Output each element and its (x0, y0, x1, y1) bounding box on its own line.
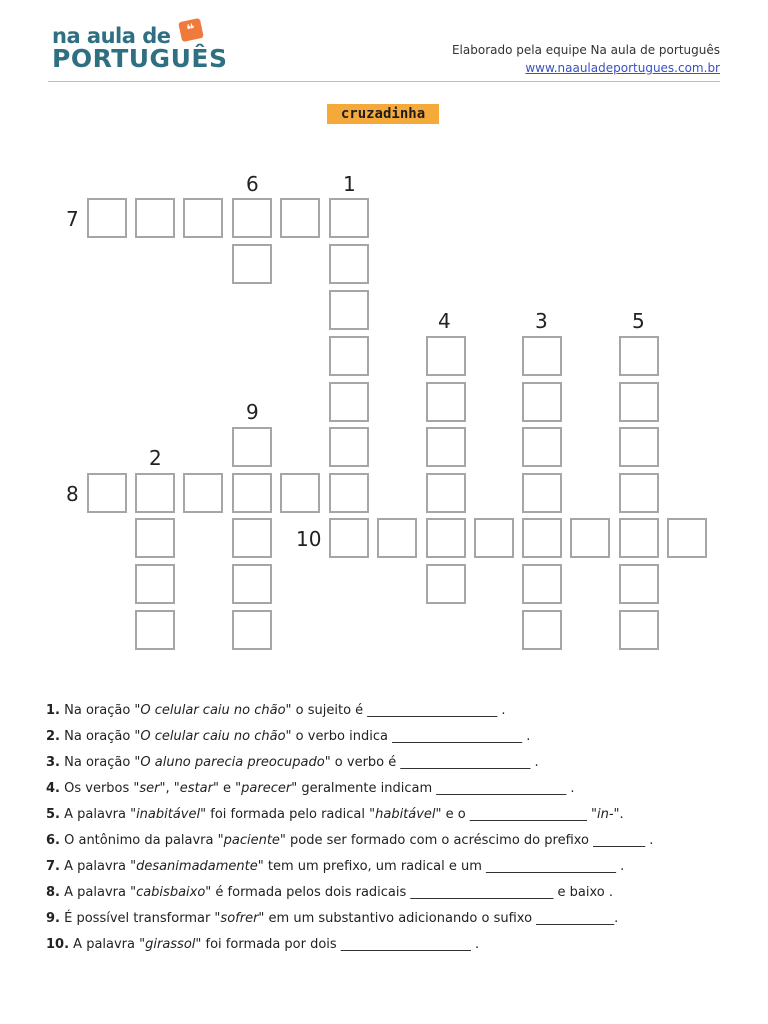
crossword-cell[interactable] (522, 610, 562, 650)
clue-number: 8. (46, 885, 60, 900)
site-link[interactable]: www.naauladeportugues.com.br (525, 61, 720, 75)
grid-number-3: 3 (535, 309, 548, 333)
clue-number: 1. (46, 703, 60, 718)
crossword-cell[interactable] (232, 244, 272, 284)
clue-text: Na oração " (59, 755, 141, 770)
crossword-cell[interactable] (619, 382, 659, 422)
crossword-cell[interactable] (280, 473, 320, 513)
clue-quoted-text: in- (597, 807, 614, 822)
crossword-cell[interactable] (522, 518, 562, 558)
grid-number-1: 1 (343, 172, 356, 196)
clue-quoted-text: paciente (223, 833, 280, 848)
clue-number: 6. (46, 833, 60, 848)
clue-text: " pode ser formado com o acréscimo do prefixo ________ . (279, 833, 654, 848)
clue-item (46, 805, 736, 831)
clue-text: A palavra " (69, 937, 146, 952)
crossword-cell[interactable] (619, 336, 659, 376)
clue-item (46, 753, 736, 779)
crossword-cell[interactable] (183, 198, 223, 238)
crossword-cell[interactable] (522, 564, 562, 604)
grid-number-10: 10 (296, 527, 322, 551)
clue-number: 4. (46, 781, 60, 796)
clue-text: " foi formada por dois ____________________ . (195, 937, 480, 952)
team-credit: Elaborado pela equipe Na aula de português (451, 43, 720, 57)
grid-number-6: 6 (246, 172, 259, 196)
crossword-cell[interactable] (232, 473, 272, 513)
logo-text-bottom: PORTUGUÊS (52, 44, 228, 73)
crossword-cell[interactable] (232, 564, 272, 604)
clue-text: " em um substantivo adicionando o sufixo ____________. (258, 911, 619, 926)
clue-text: ", " (159, 781, 180, 796)
clue-number: 2. (46, 729, 60, 744)
crossword-cell[interactable] (232, 518, 272, 558)
clue-text: " o sujeito é ____________________ . (285, 703, 506, 718)
clue-text: " é formada pelos dois radicais ______________________ e baixo . (205, 885, 614, 900)
crossword-cell[interactable] (87, 473, 127, 513)
clue-quoted-text: O celular caiu no chão (140, 729, 286, 744)
clue-number: 7. (46, 859, 60, 874)
clue-number: 5. (46, 807, 60, 822)
page-title: cruzadinha (327, 104, 439, 124)
crossword-cell[interactable] (619, 518, 659, 558)
clue-item (46, 857, 736, 883)
clue-text: Na oração " (59, 729, 141, 744)
clue-item (46, 779, 736, 805)
crossword-cell[interactable] (619, 473, 659, 513)
crossword-cell[interactable] (329, 427, 369, 467)
clue-quoted-text: habitável (375, 807, 436, 822)
crossword-cell[interactable] (522, 336, 562, 376)
crossword-cell[interactable] (522, 382, 562, 422)
clue-text: A palavra " (59, 859, 137, 874)
clue-text: ". (613, 807, 624, 822)
crossword-cell[interactable] (329, 473, 369, 513)
crossword-cell[interactable] (619, 427, 659, 467)
grid-number-8: 8 (66, 482, 79, 506)
crossword-cell[interactable] (426, 336, 466, 376)
grid-number-7: 7 (66, 207, 79, 231)
clue-item (46, 883, 736, 909)
clue-quoted-text: sofrer (220, 911, 259, 926)
clue-text: É possível transformar " (59, 911, 221, 926)
clue-quoted-text: ser (139, 781, 160, 796)
speech-bubble-icon: ❝ (178, 18, 204, 42)
crossword-cell[interactable] (232, 427, 272, 467)
clue-text: " e o __________________ " (435, 807, 597, 822)
grid-number-4: 4 (438, 309, 451, 333)
crossword-cell[interactable] (667, 518, 707, 558)
clue-quoted-text: O aluno parecia preocupado (140, 755, 325, 770)
clue-text: A palavra " (59, 807, 137, 822)
grid-number-9: 9 (246, 400, 259, 424)
crossword-cell[interactable] (87, 198, 127, 238)
header-divider (48, 81, 720, 82)
clue-text: " geralmente indicam ____________________ . (291, 781, 575, 796)
clue-number: 10. (46, 937, 70, 952)
clue-item (46, 935, 736, 961)
header-credits (452, 43, 720, 75)
clue-text: " e " (212, 781, 242, 796)
crossword-cell[interactable] (474, 518, 514, 558)
grid-number-2: 2 (149, 446, 162, 470)
clue-quoted-text: estar (179, 781, 213, 796)
crossword-cell[interactable] (329, 198, 369, 238)
clue-text: O antônimo da palavra " (59, 833, 224, 848)
crossword-cell[interactable] (183, 473, 223, 513)
crossword-cell[interactable] (232, 198, 272, 238)
clue-text: " o verbo indica ____________________ . (285, 729, 531, 744)
clue-quoted-text: inabitável (136, 807, 201, 822)
crossword-cell[interactable] (426, 564, 466, 604)
crossword-cell[interactable] (619, 564, 659, 604)
crossword-cell[interactable] (135, 198, 175, 238)
clue-item (46, 701, 736, 727)
crossword-cell[interactable] (377, 518, 417, 558)
crossword-cell[interactable] (135, 518, 175, 558)
clue-item (46, 727, 736, 753)
clue-text: " foi formada pelo radical " (200, 807, 376, 822)
crossword-cell[interactable] (522, 473, 562, 513)
clue-list (46, 701, 736, 961)
crossword-cell[interactable] (570, 518, 610, 558)
crossword-cell[interactable] (135, 610, 175, 650)
crossword-cell[interactable] (426, 518, 466, 558)
clue-quoted-text: parecer (241, 781, 292, 796)
crossword-cell[interactable] (329, 244, 369, 284)
clue-item (46, 831, 736, 857)
crossword-cell[interactable] (329, 382, 369, 422)
crossword-cell[interactable] (426, 473, 466, 513)
clue-item (46, 909, 736, 935)
crossword-cell[interactable] (329, 518, 369, 558)
crossword-cell[interactable] (232, 610, 272, 650)
clue-text: Os verbos " (59, 781, 140, 796)
grid-number-5: 5 (632, 309, 645, 333)
crossword-cell[interactable] (329, 290, 369, 330)
crossword-cell[interactable] (619, 610, 659, 650)
clue-text: A palavra " (59, 885, 137, 900)
clue-quoted-text: O celular caiu no chão (140, 703, 286, 718)
logo-text-top: na aula de (52, 24, 171, 48)
crossword-cell[interactable] (135, 564, 175, 604)
clue-quoted-text: cabisbaixo (136, 885, 206, 900)
crossword-cell[interactable] (522, 427, 562, 467)
site-logo (52, 20, 228, 76)
clue-number: 3. (46, 755, 60, 770)
clue-number: 9. (46, 911, 60, 926)
clue-quoted-text: girassol (145, 937, 196, 952)
crossword-cell[interactable] (135, 473, 175, 513)
crossword-cell[interactable] (426, 382, 466, 422)
clue-text: " o verbo é ____________________ . (324, 755, 539, 770)
crossword-cell[interactable] (280, 198, 320, 238)
clue-quoted-text: desanimadamente (136, 859, 258, 874)
clue-text: " tem um prefixo, um radical e um ____________________ . (257, 859, 625, 874)
crossword-cell[interactable] (329, 336, 369, 376)
crossword-cell[interactable] (426, 427, 466, 467)
clue-text: Na oração " (59, 703, 141, 718)
